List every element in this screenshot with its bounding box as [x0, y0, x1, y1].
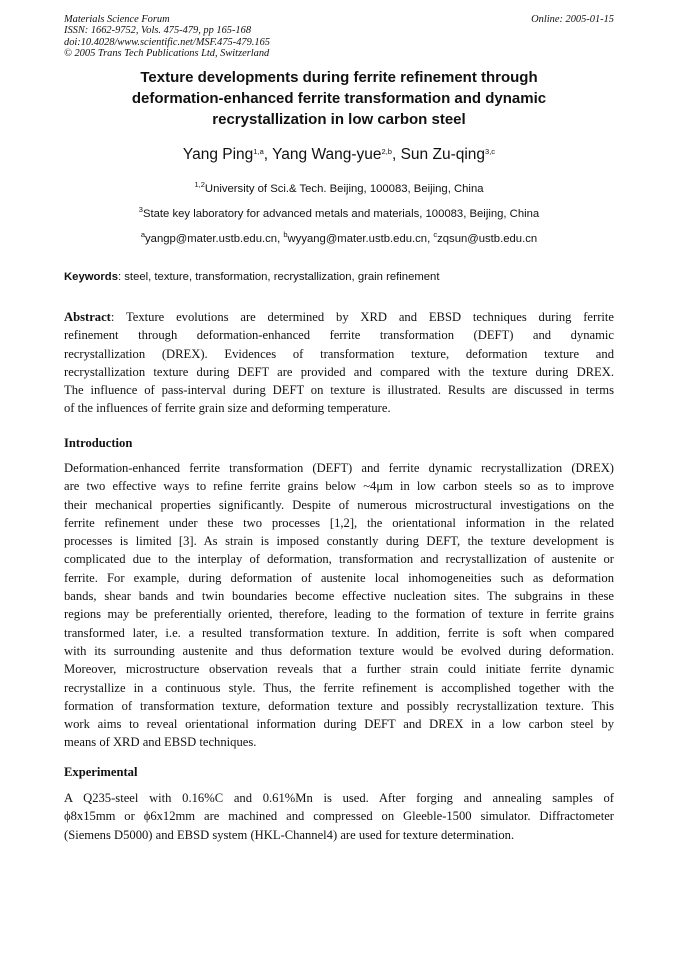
abstract-line: recrystallization (DREX). Evidences of transformation texture, deformation texture and — [64, 346, 614, 361]
affiliation-text: University of Sci.& Tech. Beijing, 100083, Beijing, China — [204, 183, 484, 195]
abstract-line: The influence of pass-interval during DEFT on texture is illustrated. Results are discussed in terms — [64, 383, 614, 398]
body-line: A Q235-steel with 0.16%C and 0.61%Mn is used. After forging and annealing samples of — [64, 791, 614, 805]
body-line: (Siemens D5000) and EBSD system (HKL-Channel4) are used for texture determination. — [64, 827, 515, 842]
body-line: transformed later, i.e. a resulted transformation texture. In addition, ferrite is soft when compared — [64, 625, 614, 640]
body-line: with its surrounding austenite and thus deformation texture would be evolved during deformation. — [64, 643, 614, 658]
affiliation-3 — [64, 205, 614, 220]
doi-line[interactable]: doi:10.4028/www.scientific.net/MSF.475-479.165 — [64, 36, 270, 48]
abstract-line-text: : Texture evolutions are determined by XRD and EBSD techniques during ferrite — [110, 310, 614, 324]
keywords-text: : steel, texture, transformation, recrystallization, grain refinement — [118, 271, 440, 283]
abstract-line: of the influences of ferrite grain size and deforming temperature. — [64, 401, 391, 416]
email-link[interactable]: zqsun@ustb.edu.cn — [437, 233, 538, 245]
author-affiliation-mark: 1,a — [253, 147, 264, 156]
section-heading-introduction: Introduction — [64, 436, 133, 450]
body-line: ϕ8x15mm or ϕ6x12mm are machined and compressed on Gleeble-1500 simulator. Diffractometer — [64, 809, 614, 824]
author-name: Yang Ping — [182, 146, 254, 163]
abstract-line: recrystallization texture during DEFT are provided and compared with the texture during DREX. — [64, 364, 614, 379]
body-line: Deformation-enhanced ferrite transformation (DEFT) and ferrite dynamic recrystallization (DREX) — [64, 461, 614, 475]
email-mark: c — [433, 230, 438, 239]
author-affiliation-mark: 3,c — [485, 147, 496, 156]
copyright-line: © 2005 Trans Tech Publications Ltd, Switzerland — [64, 48, 270, 60]
author-name: Yang Wang-yue — [272, 146, 382, 163]
abstract — [64, 308, 614, 418]
section-heading-experimental: Experimental — [64, 765, 138, 779]
title-line: Texture developments during ferrite refinement through — [140, 69, 538, 86]
author-emails — [64, 230, 614, 245]
author-name: Sun Zu-qing — [400, 146, 486, 163]
body-line: Moreover, microstructure observation reveals that a further strain could initiate ferrite dynamic — [64, 662, 614, 677]
journal-name: Materials Science Forum — [64, 14, 170, 25]
author-separator: , — [263, 146, 273, 163]
body-line: recrystallize in a continuous style. Thus, the ferrite refinement is accomplished together with the — [64, 680, 614, 695]
affiliation-text: State key laboratory for advanced metals and materials, 100083, Beijing, China — [142, 208, 540, 220]
abstract-line: refinement through deformation-enhanced ferrite transformation (DEFT) and dynamic — [64, 328, 614, 343]
body-line: ferrite refinement under these two processes [1,2], the orientational information in the related — [64, 515, 614, 530]
journal-header — [64, 14, 614, 60]
body-line: work aims to reveal orientational information during DEFT and DREX in a low carbon steel by — [64, 717, 614, 732]
abstract-label: Abstract — [64, 310, 111, 324]
email-link[interactable]: yangp@mater.ustb.edu.cn, — [145, 233, 284, 245]
issn-line: ISSN: 1662-9752, Vols. 475-479, pp 165-168 — [64, 25, 252, 37]
email-mark: a — [140, 230, 146, 239]
author-separator: , — [391, 146, 401, 163]
body-line: their mechanical properties significantly. Despite of numerous microstructural investigations on the — [64, 497, 614, 512]
keywords — [64, 271, 614, 283]
email-mark: b — [283, 230, 288, 239]
author-affiliation-mark: 2,b — [381, 147, 392, 156]
abstract-line — [64, 308, 614, 326]
title-line: recrystallization in low carbon steel — [212, 111, 466, 128]
body-line: processes is limited [3]. As strain is imposed constantly during DEFT, the texture development is — [64, 534, 614, 549]
affiliation-mark: 1,2 — [194, 180, 205, 189]
experimental-body — [64, 789, 614, 844]
author-list — [64, 146, 614, 164]
title-line: deformation-enhanced ferrite transformation and dynamic — [131, 90, 547, 107]
body-line: formation of transformation texture, deformation texture and possibly recrystallization texture. This — [64, 698, 614, 713]
keywords-label: Keywords — [64, 271, 118, 283]
email-link[interactable]: wyyang@mater.ustb.edu.cn, — [287, 233, 434, 245]
body-line: regions may be preferentially oriented, therefore, leading to the formation of texture in ferrite grains — [64, 607, 614, 622]
affiliation-mark: 3 — [138, 205, 143, 214]
introduction-body — [64, 459, 614, 752]
body-line: means of XRD and EBSD techniques. — [64, 735, 257, 750]
online-date: Online: 2005-01-15 — [531, 14, 614, 25]
body-line: complicated due to the interplay of deformation, transformation and recrystallization of austenite or — [64, 552, 614, 567]
body-line: are two effective ways to refine ferrite grains below ~4μm in low carbon steels so as to improve — [64, 479, 614, 494]
paper-title — [64, 67, 614, 130]
body-line: ferrite. For example, during deformation of austenite local inhomogeneities such as deformation — [64, 570, 614, 585]
affiliation-1-2 — [64, 180, 614, 195]
body-line: bands, shear bands and twin boundaries become effective nucleation sites. The subgrains in these — [64, 589, 614, 604]
